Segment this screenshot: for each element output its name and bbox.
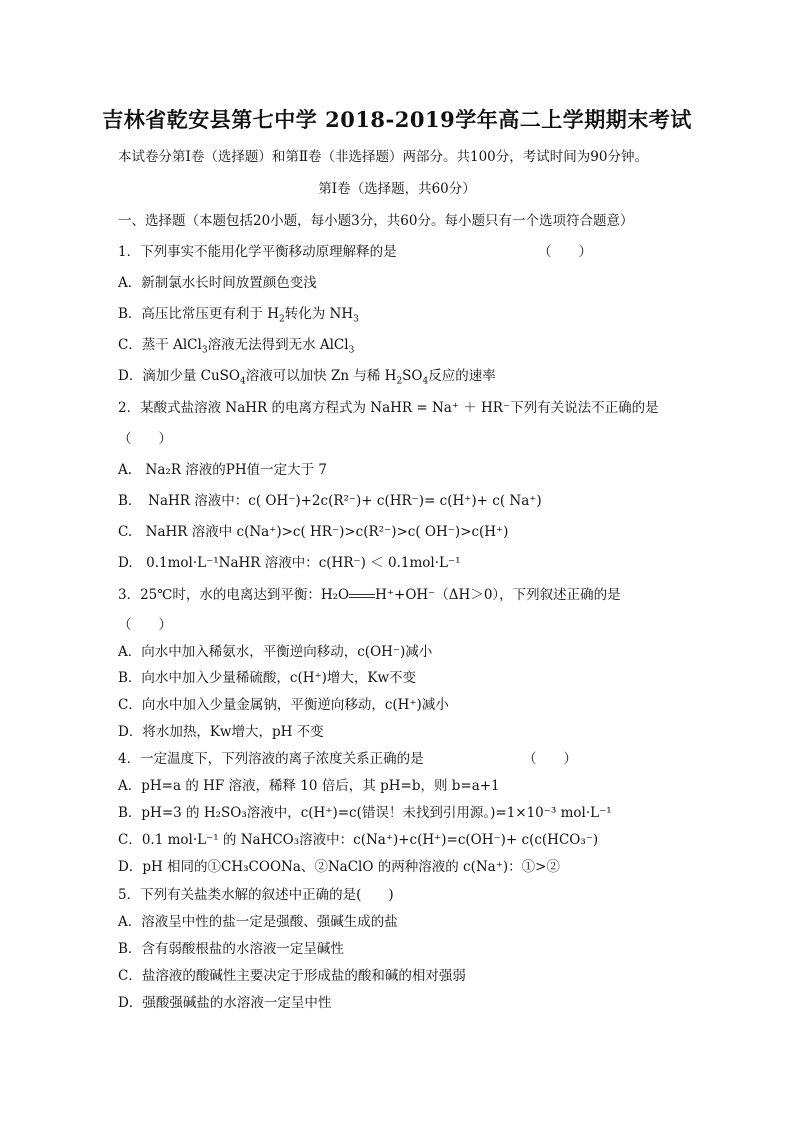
q4-option-a: A．pH=a 的 HF 溶液，稀释 10 倍后，其 pH=b，则 b=a+1 xyxy=(118,778,500,794)
q1-c-sub2: 3 xyxy=(348,345,355,356)
q1-d-text1: D．滴加少量 CuSO xyxy=(118,368,240,384)
q4-option-b: B．pH=3 的 H₂SO₃溶液中，c(H⁺)=c(错误！未找到引用源。)=1×10⁻³ mol·L⁻¹ xyxy=(118,805,612,821)
q5-option-c: C．盐溶液的酸碱性主要决定于形成盐的酸和碱的相对强弱 xyxy=(118,968,466,984)
q3-option-c: C．向水中加入少量金属钠，平衡逆向移动，c(H⁺)减小 xyxy=(118,697,449,713)
q2-option-d: D. 0.1mol·L⁻¹NaHR 溶液中：c(HR⁻) ＜ 0.1mol·L⁻¹ xyxy=(118,555,461,571)
instructions: 一、选择题（本题包括20小题，每小题3分，共60分。每小题只有一个选项符合题意） xyxy=(118,213,634,229)
q1-d-text4: 反应的速率 xyxy=(428,368,496,384)
q1-c-text2: 溶液无法得到无水 AlCl xyxy=(207,337,349,353)
q1-stem xyxy=(118,240,592,260)
q2-option-a: A. Na₂R 溶液的PH值一定大于 7 xyxy=(118,462,328,478)
q2-option-c: C. NaHR 溶液中 c(Na⁺)>c( HR⁻)>c(R²⁻)>c( OH⁻)>c(H⁺) xyxy=(118,524,509,540)
q1-b-text1: B．高压比常压更有利于 H xyxy=(118,306,279,322)
q1-d-sub3: 4 xyxy=(422,376,429,387)
q1-b-text2: 转化为 NH xyxy=(284,306,354,322)
q1-d-sub2: 2 xyxy=(396,376,403,387)
q1-option-b xyxy=(118,302,359,325)
q4-stem-text: 4．一定温度下，下列溶液的离子浓度关系正确的是 xyxy=(118,751,424,767)
q1-d-text2: 溶液可以加快 Zn 与稀 H xyxy=(245,368,397,384)
q4-answer-paren: （ ） xyxy=(523,751,577,767)
q1-option-d xyxy=(118,364,496,387)
exam-title: 吉林省乾安县第七中学 2018-2019学年高二上学期期末考试 xyxy=(102,107,692,132)
q4-option-c: C．0.1 mol·L⁻¹ 的 NaHCO₃溶液中：c(Na⁺)+c(H⁺)=c(OH⁻)+ c(c(HCO₃⁻) xyxy=(118,832,599,848)
q1-option-c xyxy=(118,333,355,356)
q3-option-b: B．向水中加入少量稀硫酸，c(H⁺)增大，Kw不变 xyxy=(118,670,417,686)
q3-stem xyxy=(118,583,621,603)
q3-stem-post: H⁺+OH⁻（ΔH＞0），下列叙述正确的是 xyxy=(375,587,621,603)
q1-stem-text: 1．下列事实不能用化学平衡移动原理解释的是 xyxy=(118,244,397,260)
q1-answer-paren: （ ） xyxy=(538,244,592,260)
q1-d-sub1: 4 xyxy=(239,376,246,387)
q2-answer-paren: （ ） xyxy=(118,431,172,447)
exam-intro: 本试卷分第Ⅰ卷（选择题）和第Ⅱ卷（非选择题）两部分。共100分，考试时间为90分钟。 xyxy=(118,149,648,165)
q2-stem: 2．某酸式盐溶液 NaHR 的电离方程式为 NaHR = Na⁺ ＋ HR⁻下列有关说法不正确的是 xyxy=(118,400,659,416)
q1-c-text1: C．蒸干 AlCl xyxy=(118,337,202,353)
q2-option-b: B． NaHR 溶液中：c( OH⁻)+2c(R²⁻)+ c(HR⁻)= c(H⁺)+ c( Na⁺) xyxy=(118,493,542,509)
q1-d-text3: SO xyxy=(402,368,423,384)
q1-option-a: A．新制氯水长时间放置颜色变浅 xyxy=(118,275,317,291)
q3-option-a: A．向水中加入稀氨水，平衡逆向移动，c(OH⁻)减小 xyxy=(118,644,433,660)
q1-b-sub2: 3 xyxy=(353,314,359,325)
q5-stem: 5．下列有关盐类水解的叙述中正确的是( ) xyxy=(118,887,394,903)
q5-option-a: A．溶液呈中性的盐一定是强酸、强碱生成的盐 xyxy=(118,914,398,930)
q1-c-sub1: 3 xyxy=(201,345,208,356)
equilibrium-arrow-icon xyxy=(349,593,375,599)
section-title: 第Ⅰ卷（选择题，共60分） xyxy=(318,181,476,197)
q3-option-d: D．将水加热，Kw增大，pH 不变 xyxy=(118,724,324,740)
q4-option-d: D．pH 相同的①CH₃COONa、②NaClO 的两种溶液的 c(Na⁺)：①>② xyxy=(118,859,560,875)
q3-answer-paren: （ ） xyxy=(118,617,172,633)
q5-option-b: B．含有弱酸根盐的水溶液一定呈碱性 xyxy=(118,941,344,957)
q3-stem-pre: 3．25℃时，水的电离达到平衡：H₂O xyxy=(118,587,350,603)
q4-stem xyxy=(118,747,577,767)
q1-b-sub1: 2 xyxy=(279,314,285,325)
q5-option-d: D．强酸强碱盐的水溶液一定呈中性 xyxy=(118,995,332,1011)
